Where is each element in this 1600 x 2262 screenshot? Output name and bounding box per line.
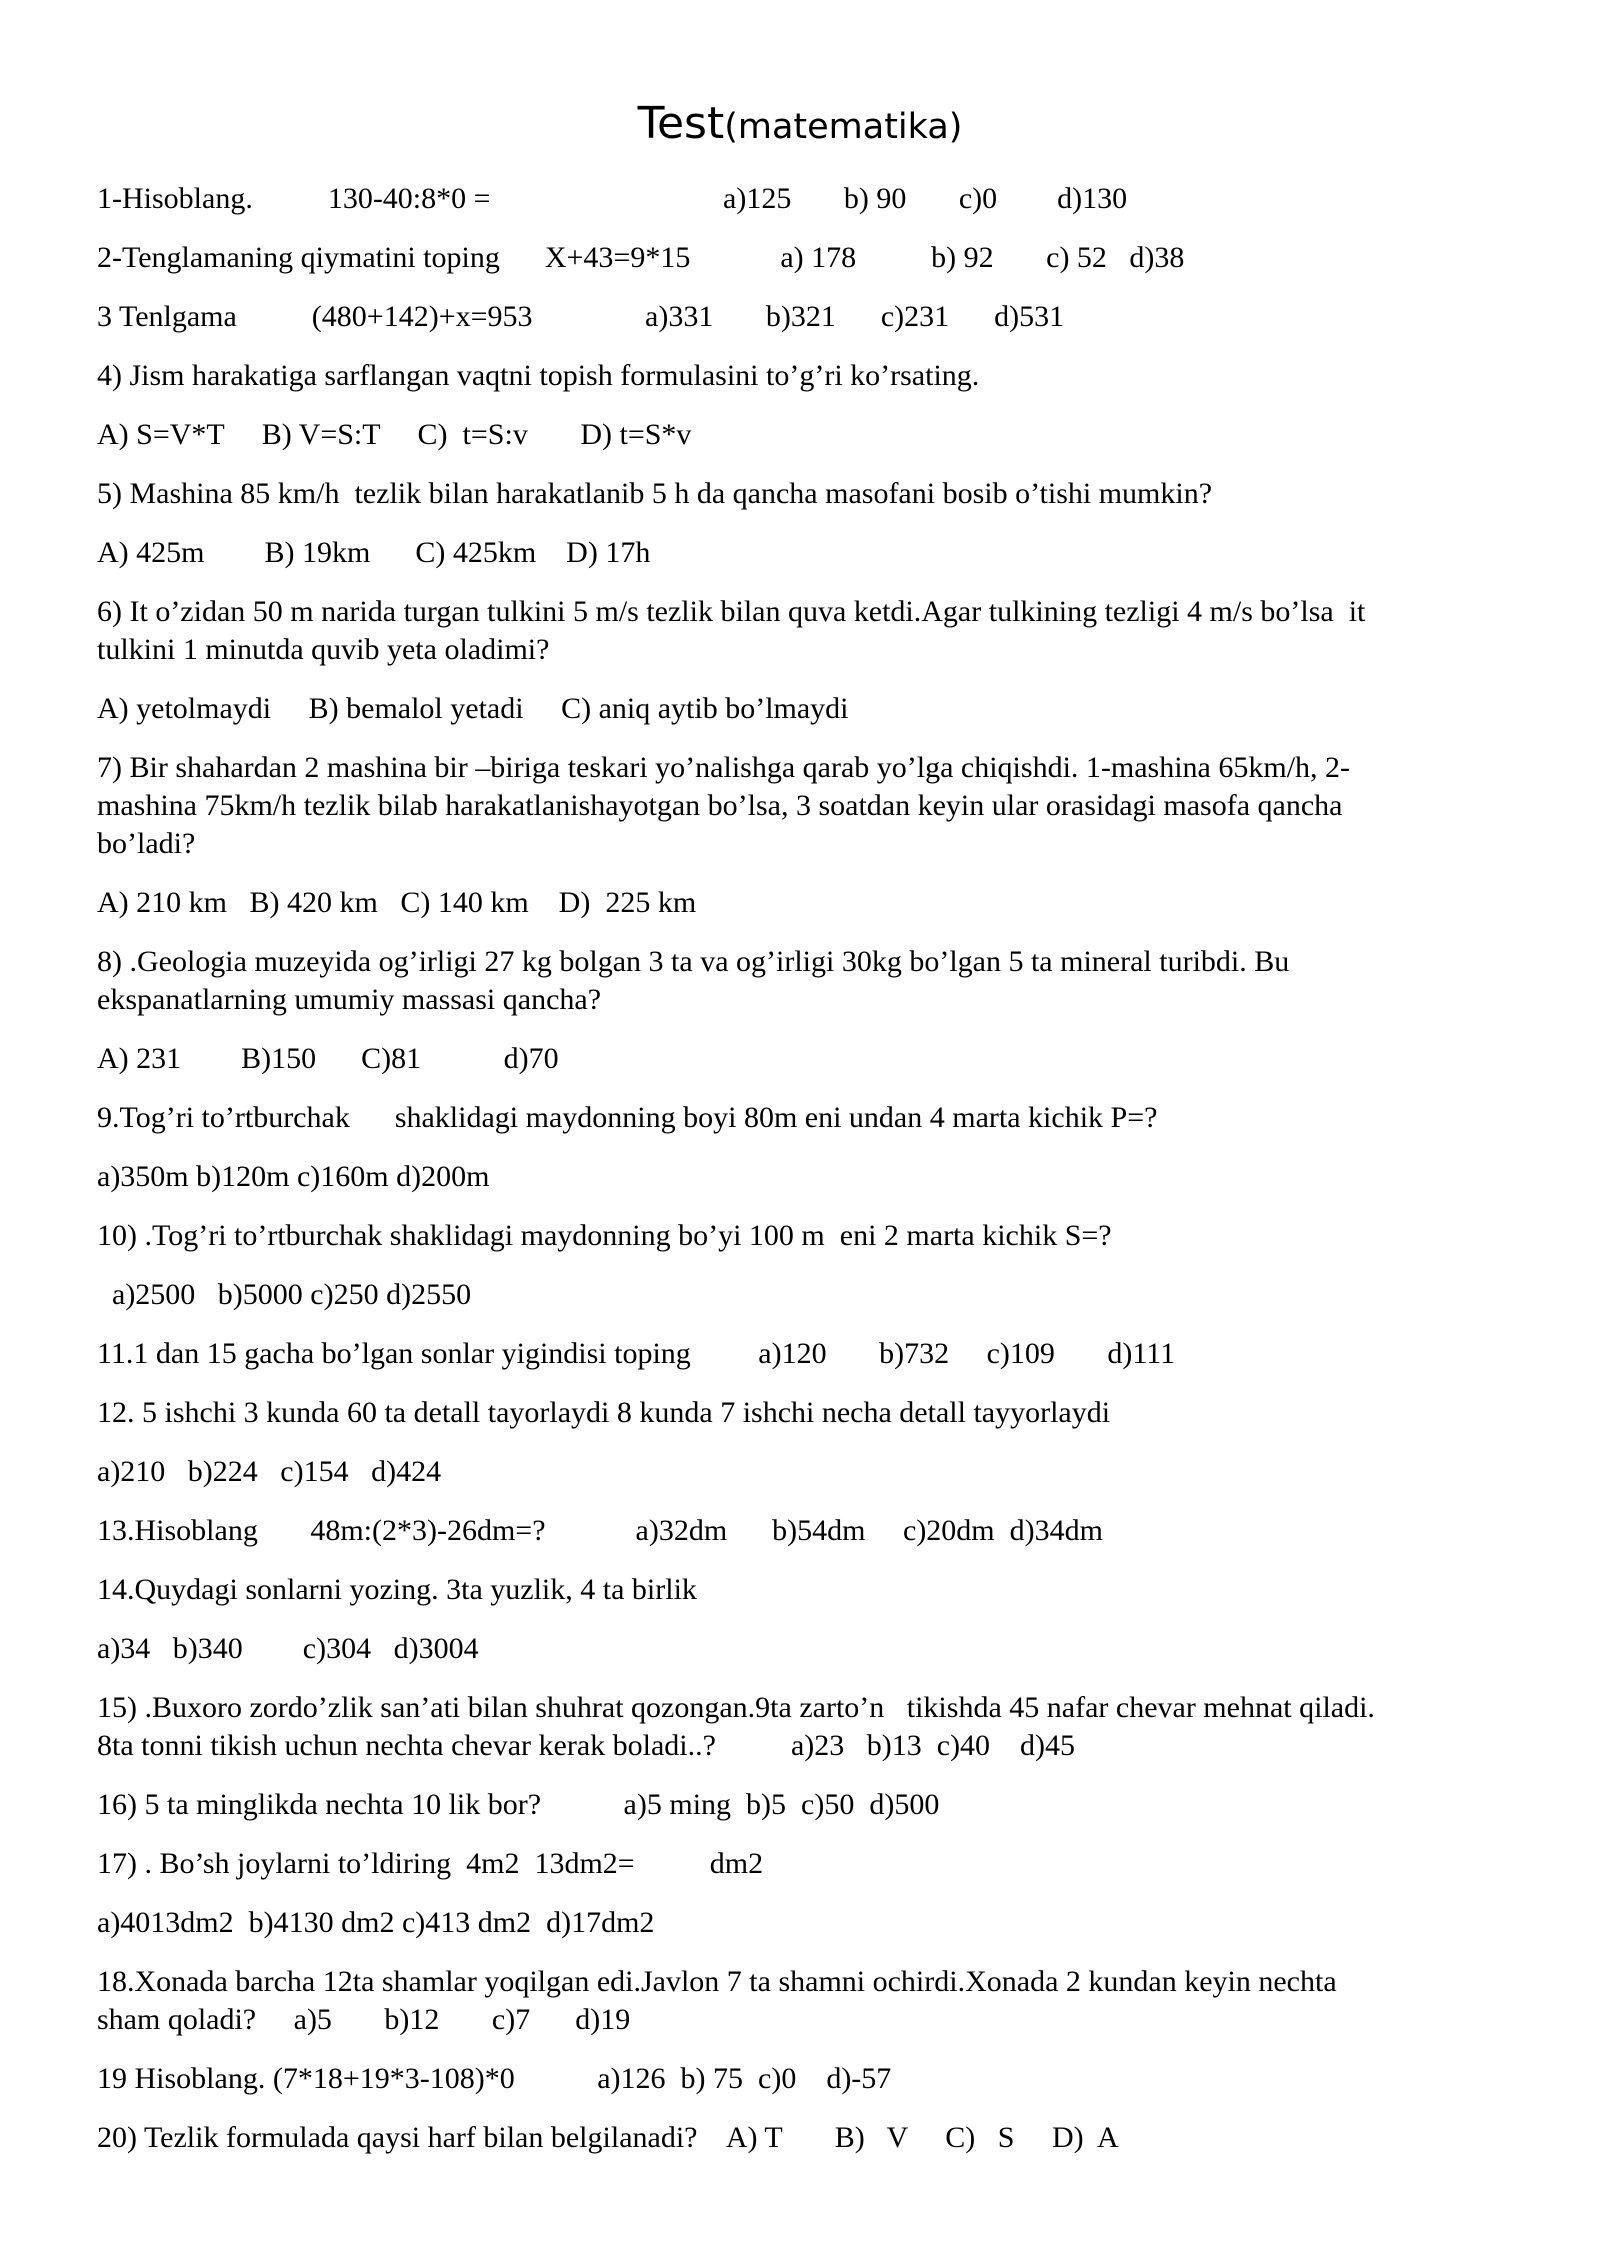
answers-17: a)4013dm2 b)4130 dm2 c)413 dm2 d)17dm2 xyxy=(97,1906,655,1939)
answers-9: a)350m b)120m c)160m d)200m xyxy=(97,1160,490,1193)
answers-6: A) yetolmaydi B) bemalol yetadi C) aniq aytib bo’lmaydi xyxy=(97,692,849,725)
question-17: 17) . Bo’sh joylarni to’ldiring 4m2 13dm2= dm2 xyxy=(97,1847,764,1880)
question-8: 8) .Geologia muzeyida og’irligi 27 kg bolgan 3 ta va og’irligi 30kg bo’lgan 5 ta mineral turibdi. Bu ekspanatlarning umumiy massasi qancha? xyxy=(97,945,1290,1016)
question-20: 20) Tezlik formulada qaysi harf bilan belgilanadi? A) T B) V C) S D) A xyxy=(97,2121,1119,2154)
question-6: 6) It o’zidan 50 m narida turgan tulkini 5 m/s tezlik bilan quva ketdi.Agar tulkining tezligi 4 m/s bo’lsa it tulkini 1 minutda quvib yeta oladimi? xyxy=(97,595,1366,666)
question-16: 16) 5 ta minglikda nechta 10 lik bor? a)5 ming b)5 c)50 d)500 xyxy=(97,1788,940,1821)
question-15: 15) .Buxoro zordo’zlik san’ati bilan shuhrat qozongan.9ta zarto’n tikishda 45 nafar chevar mehnat qiladi. 8ta tonni tikish uchun nechta chevar kerak boladi..? a)23 b)13 c)40 d)45 xyxy=(97,1691,1375,1762)
question-19: 19 Hisoblang. (7*18+19*3-108)*0 a)126 b) 75 c)0 d)-57 xyxy=(97,2062,892,2095)
page-title xyxy=(0,98,1600,149)
answers-12: a)210 b)224 c)154 d)424 xyxy=(97,1455,442,1488)
answers-4: A) S=V*T B) V=S:T C) t=S:v D) t=S*v xyxy=(97,418,692,451)
question-12: 12. 5 ishchi 3 kunda 60 ta detall tayorlaydi 8 kunda 7 ishchi necha detall tayyorlaydi xyxy=(97,1396,1111,1429)
question-1: 1-Hisoblang. 130-40:8*0 = a)125 b) 90 c)0 d)130 xyxy=(97,182,1128,215)
test-questions xyxy=(97,180,1517,2178)
question-2: 2-Tenglamaning qiymatini toping X+43=9*15 a) 178 b) 92 c) 52 d)38 xyxy=(97,241,1185,274)
answers-7: A) 210 km B) 420 km C) 140 km D) 225 km xyxy=(97,886,697,919)
title-main: Test xyxy=(637,98,725,149)
question-11: 11.1 dan 15 gacha bo’lgan sonlar yigindisi toping a)120 b)732 c)109 d)111 xyxy=(97,1337,1176,1370)
answers-14: a)34 b)340 c)304 d)3004 xyxy=(97,1632,479,1665)
title-sub: (matematika) xyxy=(724,107,963,147)
question-5: 5) Mashina 85 km/h tezlik bilan harakatlanib 5 h da qancha masofani bosib o’tishi mumkin? xyxy=(97,477,1213,510)
question-4: 4) Jism harakatiga sarflangan vaqtni topish formulasini to’g’ri ko’rsating. xyxy=(97,359,980,392)
question-10: 10) .Tog’ri to’rtburchak shaklidagi maydonning bo’yi 100 m eni 2 marta kichik S=? xyxy=(97,1219,1112,1252)
question-7: 7) Bir shahardan 2 mashina bir –biriga teskari yo’nalishga qarab yo’lga chiqishdi. 1-mashina 65km/h, 2- mashina 75km/h tezlik bilab harakatlanishayotgan bo’lsa, 3 soatdan keyin ular orasidagi masofa qancha bo’ladi? xyxy=(97,751,1351,860)
question-9: 9.Tog’ri to’rtburchak shaklidagi maydonning boyi 80m eni undan 4 marta kichik P=? xyxy=(97,1101,1158,1134)
answers-10: a)2500 b)5000 c)250 d)2550 xyxy=(97,1278,472,1311)
question-14: 14.Quydagi sonlarni yozing. 3ta yuzlik, 4 ta birlik xyxy=(97,1573,697,1606)
question-18: 18.Xonada barcha 12ta shamlar yoqilgan edi.Javlon 7 ta shamni ochirdi.Xonada 2 kundan keyin nechta sham qoladi? a)5 b)12 c)7 d)19 xyxy=(97,1965,1337,2036)
answers-5: A) 425m B) 19km C) 425km D) 17h xyxy=(97,536,651,569)
answers-8: A) 231 B)150 C)81 d)70 xyxy=(97,1042,559,1075)
question-13: 13.Hisoblang 48m:(2*3)-26dm=? a)32dm b)54dm c)20dm d)34dm xyxy=(97,1514,1103,1547)
question-3: 3 Tenlgama (480+142)+x=953 a)331 b)321 c)231 d)531 xyxy=(97,300,1065,333)
